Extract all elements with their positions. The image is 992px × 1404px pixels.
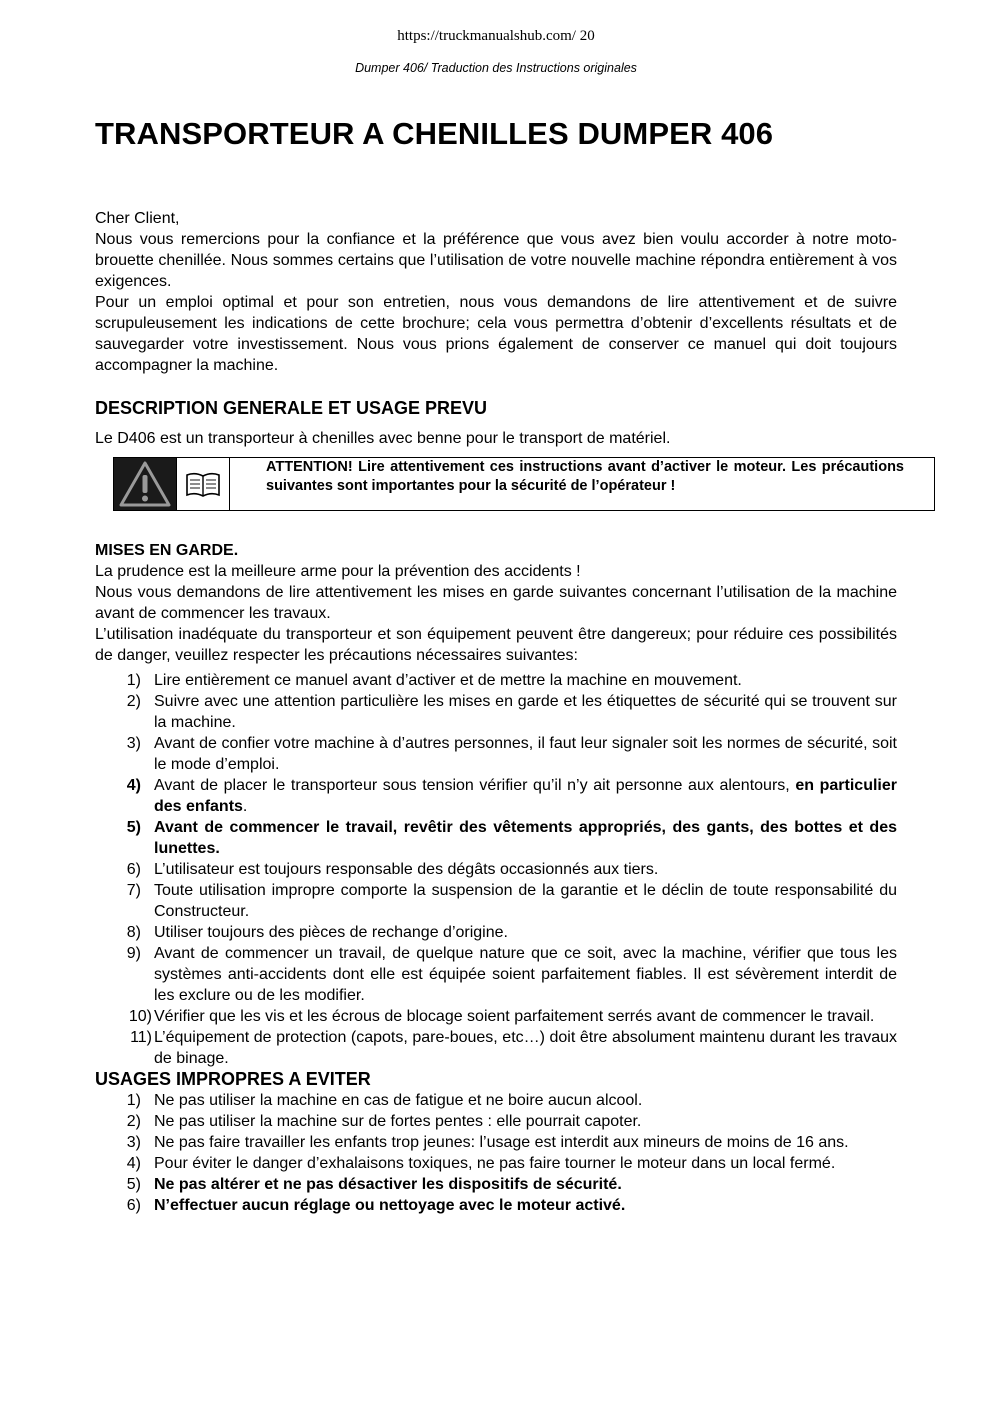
list-item: 6) N’effectuer aucun réglage ou nettoyage avec le moteur activé. [126,1197,626,1214]
list-item: 8) Utiliser toujours des pièces de rechange d’origine. [126,924,508,941]
list-item: 3) Avant de confier votre machine à d’autres personnes, il faut leur signaler soit les normes de sécurité, soit le mode d’emploi. [126,735,897,773]
list-item: 11) L’équipement de protection (capots, pare-boues, etc…) doit être absolument maintenu durant les travaux de binage. [130,1029,897,1067]
mises-paragraph-3: L’utilisation inadéquate du transporteur et son équipement peuvent être dangereux; pour réduire ces possibilités de danger, veuillez respecter les précautions nécessaires suivantes: [95,626,897,664]
warning-triangle-icon [114,458,176,510]
warnings-list [95,670,897,1069]
document-body [95,208,904,1216]
mises-paragraph-1: La prudence est la meilleure arme pour la prévention des accidents ! [95,563,581,580]
usages-list [95,1090,897,1216]
warning-box [113,457,935,511]
salutation: Cher Client, [95,210,180,227]
list-item: 4) Avant de placer le transporteur sous tension vérifier qu’il n’y ait personne aux alentours, en particulier des enfants. [126,777,897,815]
section-heading-usages: USAGES IMPROPRES A EVITER [95,1069,371,1089]
list-item: 5) Ne pas altérer et ne pas désactiver les dispositifs de sécurité. [126,1176,622,1193]
warning-text: ATTENTION! Lire attentivement ces instructions avant d’activer le moteur. Les précautions suivantes sont importantes pour la sécurité de l’opérateur ! [266,459,904,494]
list-item: 2) Suivre avec une attention particulière les mises en garde et les étiquettes de sécurité qui se trouvent sur la machine. [126,693,897,731]
list-item: 2) Ne pas utiliser la machine sur de fortes pentes : elle pourrait capoter. [126,1113,642,1130]
intro-paragraph-1: Nous vous remercions pour la confiance et la préférence que vous avez bien voulu accorder à notre moto-brouette chenillée. Nous sommes certains que l’utilisation de votre nouvelle machine répondra entièrement à vos exigences. [95,231,897,290]
list-item: 1) Ne pas utiliser la machine en cas de fatigue et ne boire aucun alcool. [126,1092,643,1109]
list-item: 9) Avant de commencer un travail, de quelque nature que ce soit, avec la machine, vérifier que tous les systèmes anti-accidents dont elle est équipée soient parfaitement fiables. Il est sévèrement interdit de les exclure ou de les modifier. [126,945,897,1004]
list-item: 6) L’utilisateur est toujours responsable des dégâts occasionnés aux tiers. [126,861,659,878]
list-item: 1) Lire entièrement ce manuel avant d’activer et de mettre la machine en mouvement. [126,672,742,689]
book-icon [176,458,230,510]
intro-paragraph-2: Pour un emploi optimal et pour son entretien, nous vous demandons de lire attentivement et de suivre scrupuleusement les indications de cette brochure; cela vous permettra d’obtenir d’excellents résultats et de sauvegarder votre investissement. Nous vous prions également de conserver ce manuel qui doit toujours accompagner la machine. [95,294,897,374]
section-heading-description: DESCRIPTION GENERALE ET USAGE PREVU [95,398,488,418]
description-text: Le D406 est un transporteur à chenilles avec benne pour le transport de matériel. [95,430,671,447]
list-item: 7) Toute utilisation impropre comporte la suspension de la garantie et le déclin de toute responsabilité du Constructeur. [126,882,897,920]
list-item: 10) Vérifier que les vis et les écrous de blocage soient parfaitement serrés avant de commencer le travail. [128,1008,875,1025]
list-item: 4) Pour éviter le danger d’exhalaisons toxiques, ne pas faire tourner le moteur dans un local fermé. [126,1155,836,1172]
list-item: 3) Ne pas faire travailler les enfants trop jeunes: l’usage est interdit aux mineurs de moins de 16 ans. [126,1134,849,1151]
source-url: https://truckmanualshub.com/ 20 [397,28,595,44]
document-subtitle: Dumper 406/ Traduction des Instructions originales [355,61,637,75]
mises-paragraph-2: Nous vous demandons de lire attentivement les mises en garde suivantes concernant l’utilisation de la machine avant de commencer les travaux. [95,584,897,622]
page-title: TRANSPORTEUR A CHENILLES DUMPER 406 [95,116,774,151]
section-heading-mises-en-garde: MISES EN GARDE. [95,542,239,559]
list-item: 5) Avant de commencer le travail, revêtir des vêtements appropriés, des gants, des bottes et des lunettes. [126,819,897,857]
